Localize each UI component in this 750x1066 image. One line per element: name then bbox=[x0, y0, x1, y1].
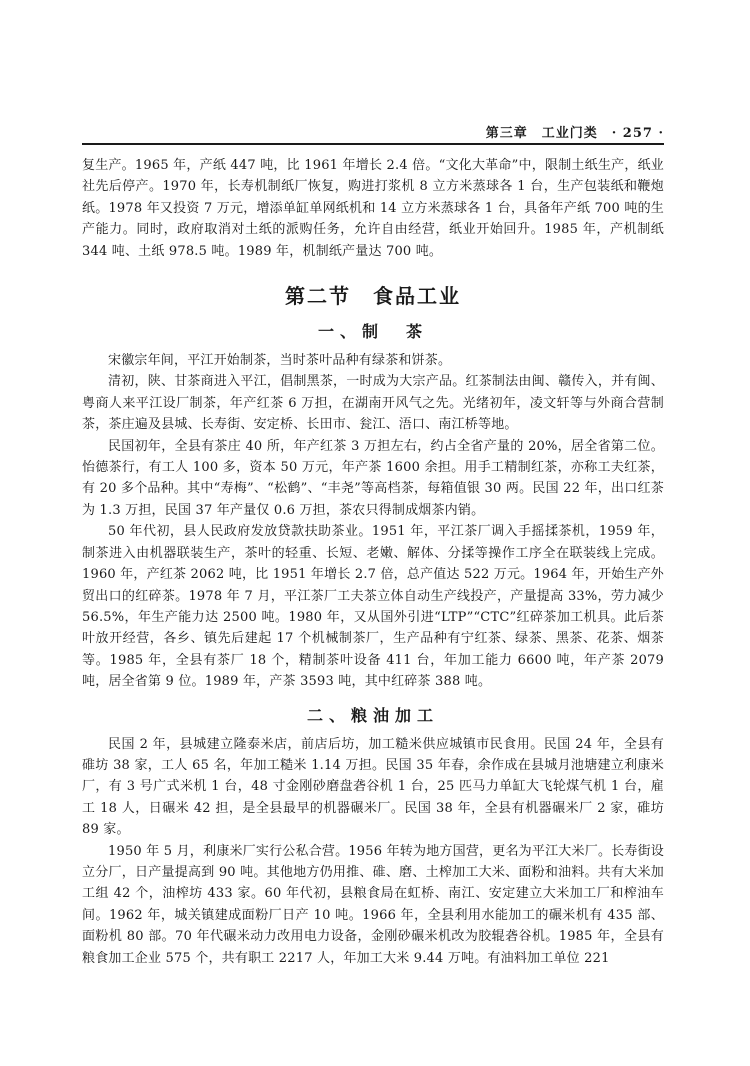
chapter-label: 第三章 bbox=[485, 126, 528, 141]
page-body bbox=[82, 155, 664, 969]
subsection-title-grain-oil: 二、粮油加工 bbox=[306, 705, 439, 725]
paragraph-tea-song: 宋徽宗年间，平江开始制茶，当时茶叶品种有绿茶和饼茶。 bbox=[108, 353, 452, 369]
running-head bbox=[82, 122, 664, 141]
chapter-title: 工业门类 bbox=[541, 126, 598, 141]
paragraph-grain-1950: 1950 年 5 月，利康米厂实行公私合营。1956 年转为地方国营，更名为平江大米厂。长寿街设立分厂，日产量提高到 90 吨。其他地方仍用推、碓、磨、土榨加工大米、面粉和油料。共有大米加工组 42 个，油榨坊 433 家。60 年代初，县粮食局在虹桥、南江、安定建立大米加工厂和榨油车间。1962 年，城关镇建成面粉厂日产 10 吨。1966 年，全县利用水能加工的碾米机有 435 部、面粉机 80 部。70 年代碾米动力改用电力设备，金刚砂碾米机改为胶辊砻谷机。1985 年，全县有粮食加工企业 575 个，共有职工 2217 人，年加工大米 9.44 万吨。有油料加工单位 221 bbox=[82, 843, 664, 966]
paragraph-tea-republic: 民国初年，全县有茶庄 40 所，年产红茶 3 万担左右，约占全省产量的 20%，居全省第二位。怡德茶行，有工人 100 多，资本 50 万元，年产茶 1600 余担。用手工精制红茶，亦称工夫红茶，有 20 多个品种。其中“寿梅”、“松鹤”、“丰尧”等高档茶，每箱值银 30 两。民国 22 年，出口红茶为 1.3 万担，民国 37 年产量仅 0.6 万担，茶农只得制成烟茶内销。 bbox=[82, 438, 664, 518]
paragraph-tea-1950s: 50 年代初，县人民政府发放贷款扶助茶业。1951 年，平江茶厂调入手摇揉茶机，1959 年，制茶进入由机器联装生产，茶叶的轻重、长短、老嫩、解体、分揉等操作工序全在联装线上完成。1960 年，产红茶 2062 吨，比 1951 年增长 2.7 倍，总产值达 522 万元。1964 年，开始生产外贸出口的红碎茶。1978 年 7 月，平江茶厂工夫茶立体自动生产线投产，产量提高 33%，劳力减少 56.5%，年生产能力达 2500 吨。1980 年，又从国外引进“LTP”“CTC”红碎茶加工机具。此后茶叶放开经营，各乡、镇先后建起 17 个机械制茶厂，生产品种有宁红茶、绿茶、黑茶、花茶、烟茶等。1985 年，全县有茶厂 18 个，精制茶叶设备 411 台，年加工能力 6600 吨，年产茶 2079 吨，居全省第 9 位。1989 年，产茶 3593 吨，其中红碎茶 388 吨。 bbox=[82, 524, 664, 690]
paragraph-tea-qing: 清初，陕、甘茶商进入平江，倡制黑茶，一时成为大宗产品。红茶制法由闽、赣传入，并有闽、粤商人来平江设厂制茶，年产红茶 6 万担，在湖南开风气之先。光绪初年，凌文轩等与外商合营制茶，茶庄遍及县城、长寿街、安定桥、长田市、瓮江、浯口、南江桥等地。 bbox=[82, 374, 664, 433]
section-title: 第二节 食品工业 bbox=[285, 284, 461, 309]
paragraph-grain-republic: 民国 2 年，县城建立隆泰米店，前店后坊，加工糙米供应城镇市民食用。民国 24 年，全县有碓坊 38 家，工人 65 名，年加工糙米 1.14 万担。民国 35 年春，余作成在县城月池塘建立利康米厂，有 3 号广式米机 1 台，48 寸金刚砂磨盘砻谷机 1 台，25 匹马力单缸大飞轮煤气机 1 台，雇工 18 人，日碾米 42 担，是全县最早的机器碾米厂。民国 38 年，全县有机器碾米厂 2 家，碓坊 89 家。 bbox=[82, 736, 664, 838]
page-number: · 257 · bbox=[611, 126, 664, 141]
paragraph-paper-continued: 复生产。1965 年，产纸 447 吨，比 1961 年增长 2.4 倍。“文化大革命”中，限制土纸生产，纸业社先后停产。1970 年，长寿机制纸厂恢复，购进打浆机 8 立方米蒸球各 1 台，生产包装纸和鞭炮纸。1978 年又投资 7 万元，增添单缸单网纸机和 14 立方米蒸球各 1 台，具备年产纸 700 吨的生产能力。同时，政府取消对土纸的派购任务，允许自由经营，纸业开始回升。1985 年，产机制纸 344 吨、土纸 978.5 吨。1989 年，机制纸产量达 700 吨。 bbox=[82, 158, 664, 259]
subsection-title-tea: 一、制 茶 bbox=[317, 322, 428, 342]
header-rule bbox=[82, 143, 664, 145]
